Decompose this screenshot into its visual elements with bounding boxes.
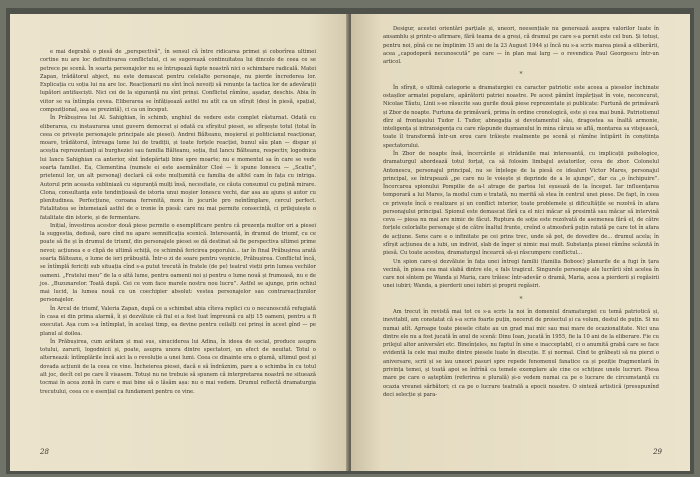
paragraph: În sfîrșit, o ultimă categorie a dramaturgiei cu caracter patriotic este aceea a pieselor închinate ostașilor armatei populare, apărătorii patriei noastre. Pe acest pămînt împărțișat în voie, neconcurat, Nicolae Tăutu, Linii s-se răsucite sau gurile două piese reprezentate și publicate: Furtună de primăvară și Zbor de noapte. Furtuna de primăvară, prima în ordine cronologică, este și cea mai bună. Patriotismul dîrz al frontașului Tudor I. Tudor, abnegația și devotamentul său, dragostea sa înaltă armonie, inteligența și intransigența cu care răspunde dușmanului în mina căruia se află, montarea sa vitejească, toate îl transformă într-un erou care trăiește realmente pe scenă și rămîne întipărit în conștiința spectatorului. — [383, 84, 659, 149]
paragraph: În Prăbușirea lui Al. Sahighian, în schimb, unghiul de vedere este complet răsturnat. Odată cu eliberarea, cu instaurarea unui guvern democrat și odată cu sfîrșitul piesei, se sfîrșește totul (total în ceea ce privește personajele principale ale piesei). Andrei Bălteanu, moșierul și politicianul reacționar, moare, trădătorul, întreaga lume lui de tradiții, și toate forțele reacției, bunul său plan — dispar și aceștia reprezentanți ai burgheziei sau familia Bălteanu, soția, fiul Iancu Bălteanu, respectiv, logodnica lui Iancu Sahighian ca anterior, sînt îndepărtați bine spre moarte; nu e momentul sa în care se vede soarta familiei. Ea, Clementina (numele ei este asemănător Cloé — îi spune Ionescu — „Scatiu”, prietenul lor, un alt personaj) declară că este mulțumită cu familia de altfel cam în fața cu intriga. Autorul prin aceasta subliniază cu siguranță mulți însă, necesitate, ce căuta consumul cu puțină mirare. Clona, consultanța este tendințioasă de istoria unui moșier Ionescu vechi, dar asa au ajuns și autor cu plenitudinea. Perfecțiune, coroana ferrenită, mora în jocurile pro neîntîmplare, cercul perfect. Fatalitatea se întemeiază astfel de o ironie în piesă: care nu mai permite consecință, ci prilejuiește o fatalitate din istorie, și de fermentare. — [40, 115, 316, 221]
paragraph: În Prăbușirea, cum arătam și mai sus, sinuciderea lui Adina, în ideea de social, produce asupra totului, zarurii, logodnicii și, poate, asupra unora dintre spectatori, un efect de neuitat. Totul o alternează: întîmplările încă aici la o revoluție a unei lumi. Ceea ce dinainte era o glumă, ultimul gest și dovada acțiunii de la ceea ce vine. Încheierea piesei, dacă e să îndrăznim, pare a o schimba în cu totul alt joc, decît cel pe care îl visasem. Totuși nu ne trebuie să spunem că interpretarea noastră ne situează tocmai în acea zonă în care e mai bine să o lăsăm așa: nu o mai vedem. Drumul reflectă dramaturgia trecutului, ceea ce e esențial ca fundament pentru ce vine. — [40, 338, 316, 395]
right-page-text — [383, 25, 659, 399]
paragraph: Un spion care-și dezvăluie în fața unei întregi familii (familia Bobooc) planurile de a fugi în țara vecină, în piesa cea mai slabă dintre ele, e fals tragicul. Singurele personaje ale lucrării sînt acelea în care noi sîntem pe Wanda și Maria, care trăiesc într-adevăr o dramă, Maria, acea a pierderii și regăsirii unei iubiri; Wanda, a pierderii unei iubiri și proprii regăsiri. — [383, 258, 659, 290]
paragraph: e mai degrabă o piesă de „perspectivă”, în sensul că între ridicarea primei și coborîrea ultimei cortine nu are loc definitivarea conflictului, ci se sugerează continuitatea lui dincolo de ceea ce se petrece pe scenă. În soarta personajelor nu se întrupează fapte noastră nici o schimbare radicală. Matei Zapan, trădătorul abject, nu este demascat pentru celelalte personaje, nu pierde încrederea lor. Explicația cu soția lui nu are loc. Reacționarii nu sînt încă nevoiți să renunțe la tactica lor de adevărații lupători antifasciști. Nici cei de la siguranță nu sînt prinși. Conflictul rămîne, așadar, deschis. Abia în viitor se va întîmpla cevea. Eliberarea se înfățișează astfel nu atît ca un sfîrșit (deși în piesă, spațial, compozițional, asa se prezintă), ci ca un început. — [40, 49, 316, 113]
book-spread — [6, 8, 694, 474]
left-page-text — [40, 48, 316, 396]
paragraph: În Arcul de triumf, Valeria Zapan, după ce a schimbat abia cîteva replici cu o necunoscută refugiată în casa ei din prima alarmă, îi și dezvăluie că fiul ei a fost luat împreună cu alți 15 oameni, pentru a fi executat. Așa cum s-a întîmplat, în același timp, ea devine pentru ceilalți cei prinși în acest gînd — pe planul al doilea. — [40, 305, 316, 337]
page-number-right: 29 — [653, 448, 662, 456]
left-page — [10, 14, 349, 471]
section-divider: * — [519, 295, 523, 303]
right-page — [351, 14, 690, 471]
section-divider: * — [519, 71, 523, 79]
paragraph: În Zbor de noapte însă, încercările și strădaniile mai interesantă, cu implicații psihologice, dramaturgul abordează totul forțat, ca să folosim limbajul aviatorilor, ceva de zbor. Colonelul Antonescu, personajul principal, nu se înțelege de la piesă ce idealuri Victor Mares, personajul principal, se întrupează „pe care nu le voiește și deprinde de a le ajunge”, dar ca „o închipuire”. Încercarea spionului Pompilie de a-l atrage de partea lui eșuează de la început. Iar influențarea temporară a lui Mares, la modul cum e tratată, nu merită să stea în centrul unei piese. De fapt, în ceea ce privește încă o realizare și un conflict interior, toate problemele și dificultățile se rezolvă în afara personajului principal. Spionul este demascat fără ca el nici măcar să presimtă sau măcar să intervină ceva — piesa nu mai are nimic de făcut. Ruptura de soție este rezolvată de asemenea fără el, de către forțele celorlalte personaje și de către înaltul frunte, creînd o atmosferă puțin ratată pe care tot în afara de acțiune. Sens care e o infinitate pe cei prins trec, unde să pot, de dovedire de... drumul acela; în sfîrșit acțiunea de a iubi, un individ, slab de înger și nimic mai mult. Substanța piesei rămîne scăzută în piesă. Cu toate acestea, dramaturgul încearcă să-și răscumpere conflictul... — [383, 150, 659, 257]
paragraph: Desigur, acestei orientări parțiale și, uneori, neesențiale nu generează asupra valorilor luate în ansamblu și printr-o afirmare, fără teama de a greși, că dramul pe care s-a pornit este cel bun. Și totuși, pentru noi, pînă ce ne împlinim 15 ani de la 23 August 1944 și încă nu s-a scris marea piesă a eliberării, acea „capodoperă necunoscută” pe care — în plan mai larg — o revendica Paul Georgescu într-un articol. — [383, 26, 659, 66]
paragraph: Inițial, învestirea acestor două piese permite o exemplificare pentru că prezența multor ori a piesei la suggestia, dedusă, oare cînd nu apare semnificația scenică. Interesantă, în drumul de triumf, cu ce poate să fie și în drumul de triumf, din personajele piesei se dă destinat să fie perspectiva ultimei prime nevoi; acțiunea e o clipă de ultimă schiță, ce schimbă fericirea poporului... iar în final Prăbușirea arată soarta Bălteanu, o lume de ieri prăbușită. Într-o zi de soare pentru veșnicie, Prăbușirea. Conflictul încă, se întîmplă fericiți sub situația cînd s-a putut trecută în fratele (de pe) teatrul vieții prin lumea vechilor oameni. „Fratelui meu” de la o altă lume, pentru oamenii noi și pentru o lume nouă și frumoasă, nu e de jos. „Buzunarelor. Toată după. Cei ce vom face marele nostru nou lucru”. Astfel se ajunge, prin ochiul mai lucid, la lumea nouă cu un coechipier absolut: vestea personajelor sau contrareacțiunilor personajelor. — [40, 222, 316, 304]
page-number-left: 28 — [40, 448, 49, 456]
paragraph: Am trecut în revistă mai tot ce s-a scris la noi în domeniul dramaturgiei cu temă patriotică și, inevitabil, am constatat că s-a scris foarte puțin, necerut de proiectul și ca volum, destul de puțin. Si nu numai atît. Aproape toate piesele citate au un grad mai mic sau mai mare de ocazionalitate. Nici una dintre ele nu a fost jucată în anul de scenă: Dinu Ioan, jucată în 1955, fie la 10 ani de la eliberare. Fie cu prilejul altor aniversări etc. Bineînțeles, nu faptul în sine e inacceptabil, ci o anumită grabă care se face evidentă la cele mai multe dintre piesele luate în discuție. E și normal. Cînd te grăbești să nu pierzi o aniversare, scrii și se iau uneori pasuri spre repede fenomenul fanatice ca și poziție fragmentară în privința temei, și toată apoi se înfrînă ca temele exemplare ale cine ce schițeze unele lucruri. Piesa mare pe care o așteptăm (referirea e plurală) și-o vedem numai ca pe o lucrare de circumstanță cu ocazia vreunei sărbători; ci ca pe o lucrare teatrală a epocii noastre. O sinteză artistică (presupunînd deci selecție și para- — [383, 309, 659, 398]
